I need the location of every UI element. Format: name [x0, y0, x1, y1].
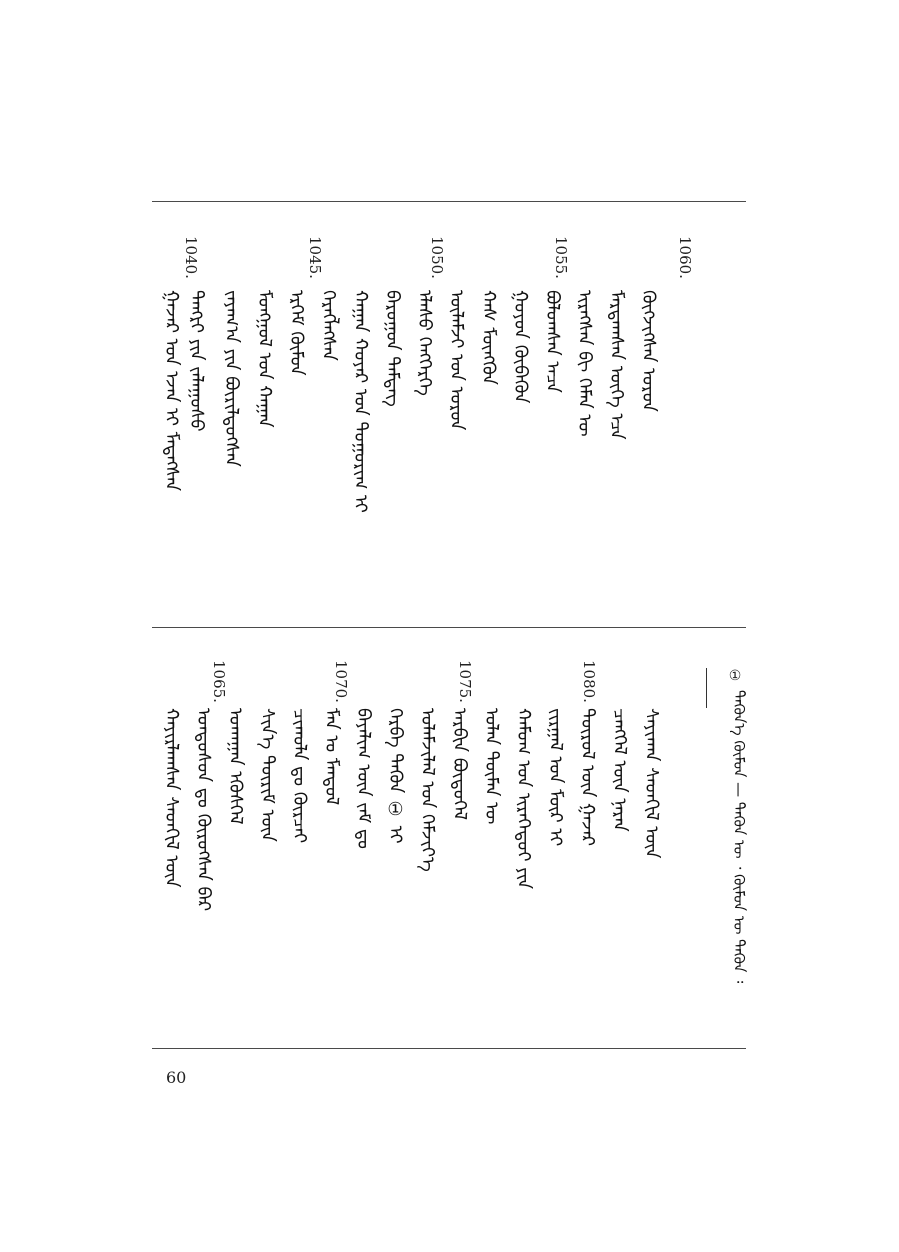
verse-line: ᠪᠣᠯᠤᠭᠰᠠᠨ ᠠᠴᠠ: [542, 290, 563, 393]
verse-line: ᠵᠢᠷᠭᠠᠯ ᠤᠨ ᠮᠥᠷ ᠢ: [545, 708, 566, 847]
line-number: 1070.: [332, 660, 350, 703]
verse-line: ᠬᠡᠷᠡᠭᠯᠡᠭᠰᠡᠨ: [318, 290, 339, 361]
verse-line: ᠢᠷᠡᠭᠰᠡᠨ ᠪᠢ ᠬᠡᠮᠡᠨ ᠦ: [574, 290, 595, 437]
verse-line: ᠰᠠᠶᠢᠬᠠᠨ ᠰᠡᠳᠬᠢᠯ ᠦᠨ: [641, 708, 662, 859]
line-number: 1055.: [552, 236, 570, 279]
verse-line: ᠰᠢᠨ᠎ᠡ ᠳᠦᠷᠢᠮ ᠦᠨ: [257, 708, 278, 842]
verse-line: ᠭᠤᠶᠤᠨ ᠬᠥᠪᠡᠭᠦᠨ: [510, 290, 531, 404]
verse-line: ᠦᠯᠡᠮᠵᠢ ᠤᠨ ᠣᠷᠣᠨ: [446, 290, 467, 431]
lower-verse-block: [160, 660, 750, 984]
verse-line: ᠮᠣᠩᠭᠣᠯ ᠤᠨ ᠬᠠᠭᠠᠨ: [254, 290, 275, 428]
line-number: 1045.: [306, 236, 324, 279]
line-number: 1065.: [210, 660, 228, 703]
line-number: 1080.: [580, 660, 598, 703]
line-number: 1075.: [456, 660, 474, 703]
upper-verse-block: [160, 236, 720, 513]
verse-line: ᠮᠠᠨ ᠤ ᠮᠠᠨᠳᠤᠯ: [321, 708, 342, 806]
verse-line: ᠬᠠᠰ ᠮᠥᠩᠭᠦᠨ: [478, 290, 499, 385]
footnote-text: ᠲᠡᠭᠦᠨ᠎ᠡ ᠬᠦᠮᠦᠨ — ᠲᠡᠭᠦᠨ ᠦ ᠂ ᠬᠦᠮᠦᠨ ᠦ ᠲᠡᠭᠦᠨ ᠄: [730, 690, 748, 984]
verse-line: ᠵᠠᠶᠠᠭ᠎ᠠ ᠶᠢᠨ ᠪᠦᠷᠢᠯᠳᠦᠭᠰᠡᠨ: [221, 290, 242, 467]
line-number: 1040.: [182, 236, 200, 279]
verse-line: ᠤᠬᠠᠭᠠᠨ ᠡᠭᠦᠰᠭᠡᠯ: [225, 708, 246, 825]
verse-line: ᠮᠠᠷᠲᠠᠭᠰᠠᠨ ᠦᠭᠡ ᠡᠴᠡ: [606, 290, 627, 440]
verse-line: ᠲᠡᠩᠷᠢ ᠶᠢᠨ ᠵᠠᠯᠠᠭᠤᠰᠤ: [186, 290, 207, 432]
top-rule: [152, 201, 746, 202]
verse-line: ᠣᠯᠠᠨ ᠲᠦᠮᠡᠨ ᠦ: [481, 708, 502, 825]
verse-line: ᠬᠠᠶᠢᠷᠯᠠᠭᠰᠠᠨ ᠰᠡᠳᠬᠢᠯ ᠦᠨ: [161, 708, 182, 888]
verse-line: ᠤᠯᠠᠮᠵᠢᠯᠠᠯ ᠤᠨ ᠬᠡᠮᠵᠢᠶ᠎ᠡ: [417, 708, 438, 872]
verse-line: ᠭᠠᠵᠠᠷ ᠤᠨ ᠡᠵᠡᠨ ᠢ ᠮᠡᠳᠡᠭᠰᠡᠨ: [161, 290, 182, 492]
verse-line: ᠬᠥᠭᠵᠢᠭᠰᠡᠨ ᠣᠷᠣᠨ: [638, 290, 659, 412]
verse-line: ᠬᠠᠮᠤᠭ ᠤᠨ ᠢᠷᠡᠭᠡᠳᠦᠢ ᠶᠢᠨ: [513, 708, 534, 890]
verse-line: ᠲᠥᠷᠦᠯ ᠦᠨ ᠭᠠᠵᠠᠷ: [577, 708, 598, 846]
verse-line: ᠬᠠᠭᠠᠨ ᠬᠣᠶᠠᠷ ᠤᠨ ᠲᠣᠭᠣᠷᠢᠭ ᠢ: [350, 290, 371, 513]
verse-line: ᠪᠠᠷᠤᠭᠤᠨ ᠲᠡᠮᠳᠡᠭ: [382, 290, 403, 407]
middle-rule: [152, 627, 746, 628]
footnote-marker: ①: [727, 668, 743, 684]
page-number: 60: [166, 1068, 187, 1087]
verse-line: ᠪᠠᠶᠠᠯᠢᠭ ᠦᠨ ᠵᠠᠮ ᠳᠤ: [353, 708, 374, 849]
verse-line: ᠬᠡᠷᠪᠡ ᠲᠡᠭᠦᠨ ① ᠢ: [385, 708, 406, 844]
verse-line: ᠡᠷᠬᠡᠮ ᠬᠦᠮᠦᠨ: [286, 290, 307, 376]
bottom-rule: [152, 1048, 746, 1049]
verse-line: ᠠᠷᠪᠢᠨ ᠪᠦᠲᠦᠭᠡᠯ: [449, 708, 470, 820]
line-number: 1050.: [428, 236, 446, 279]
verse-line: ᠤᠨᠳᠤᠰᠤᠨ ᠳᠤ ᠬᠦᠷᠦᠭᠰᠡᠨ ᠪᠡᠷ: [193, 708, 214, 912]
verse-line: ᠡᠯᠡᠰᠦ ᠬᠡᠩᠭᠡᠷᠭᠡ: [414, 290, 435, 396]
verse-line: ᠴᠢᠬᠤᠯᠠ ᠳᠤ ᠬᠦᠷᠴᠡᠢ: [289, 708, 310, 844]
line-number: 1060.: [676, 236, 694, 279]
footnote-separator: [706, 668, 707, 708]
verse-line: ᠴᠡᠩᠭᠡᠯ ᠦᠨ ᠨᠠᠷᠠᠨ: [609, 708, 630, 832]
